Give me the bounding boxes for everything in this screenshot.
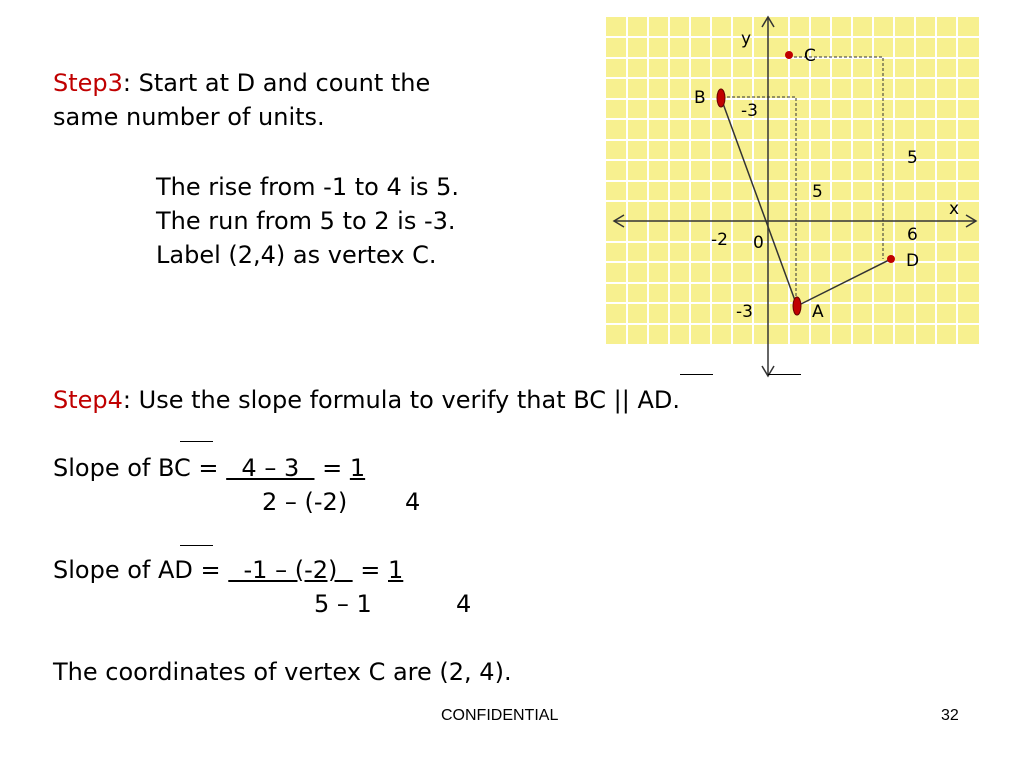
slope-ad-line xyxy=(53,553,403,587)
footer-confidential: CONFIDENTIAL xyxy=(441,707,559,724)
step4-line xyxy=(53,383,680,417)
overline-ad-slope xyxy=(180,545,213,546)
point-d-label: D xyxy=(906,251,920,271)
segment-bc-name: BC xyxy=(573,386,607,414)
slope-bc-line xyxy=(53,451,365,485)
overline-bc-slope xyxy=(180,441,213,442)
slope-bc-result-denominator: 4 xyxy=(405,488,421,516)
segment-ad-name: AD xyxy=(637,386,673,414)
point-b-label: B xyxy=(694,88,706,108)
neg2-label: -2 xyxy=(711,230,728,250)
slope-bc-result-numerator: 1 xyxy=(349,454,366,482)
slope-bc-prefix: Slope of xyxy=(53,454,158,482)
slope-bc-numerator: 4 – 3 xyxy=(226,454,315,482)
x-axis-label: x xyxy=(949,199,960,219)
step4-period: . xyxy=(672,386,681,414)
overline-bc-step4 xyxy=(680,374,713,375)
run-top-label: -3 xyxy=(741,101,758,121)
slope-bc-equals: = xyxy=(190,454,227,482)
slope-bc-equals2: = xyxy=(314,454,350,482)
point-b xyxy=(717,89,725,107)
step3-label: Step3 xyxy=(53,69,123,97)
slope-bc-segment: BC xyxy=(157,454,191,482)
step3-detail-rise: The rise from -1 to 4 is 5. xyxy=(156,173,460,201)
step4-label: Step4 xyxy=(53,386,123,414)
slope-ad-result-numerator: 1 xyxy=(388,556,404,584)
slope-ad-equals: = xyxy=(192,556,229,584)
slope-ad-segment: AD xyxy=(157,556,193,584)
rise-left-label: 5 xyxy=(812,182,823,202)
slope-ad-denominator: 5 – 1 xyxy=(314,590,372,618)
slope-ad-result-denominator: 4 xyxy=(456,590,472,618)
run-bottom-label: 6 xyxy=(907,225,918,245)
page-number: 32 xyxy=(941,707,959,724)
step3-detail-label: Label (2,4) as vertex C. xyxy=(156,241,437,269)
origin-label: 0 xyxy=(753,233,764,253)
point-c-label: C xyxy=(804,46,816,66)
slope-ad-equals2: = xyxy=(352,556,388,584)
rise-right-label: 5 xyxy=(907,148,918,168)
slope-bc-denominator: 2 – (-2) xyxy=(262,488,348,516)
step4-text: : Use the slope formula to verify that xyxy=(122,386,574,414)
point-a xyxy=(793,297,801,315)
point-a-label: A xyxy=(812,302,824,322)
slope-ad-numerator: -1 – (-2) xyxy=(228,556,353,584)
step3-detail-run: The run from 5 to 2 is -3. xyxy=(156,207,456,235)
overline-ad-step4 xyxy=(768,374,801,375)
conclusion-text: The coordinates of vertex C are (2, 4). xyxy=(53,658,512,686)
neg3-label: -3 xyxy=(736,302,753,322)
point-d xyxy=(887,255,895,263)
point-c xyxy=(785,51,793,59)
slope-ad-prefix: Slope of xyxy=(53,556,158,584)
step3-text: : Start at D and count the xyxy=(122,69,431,97)
parallel-symbol: || xyxy=(606,386,638,414)
step3-line2: same number of units. xyxy=(53,103,325,131)
y-axis-label: y xyxy=(741,29,752,49)
